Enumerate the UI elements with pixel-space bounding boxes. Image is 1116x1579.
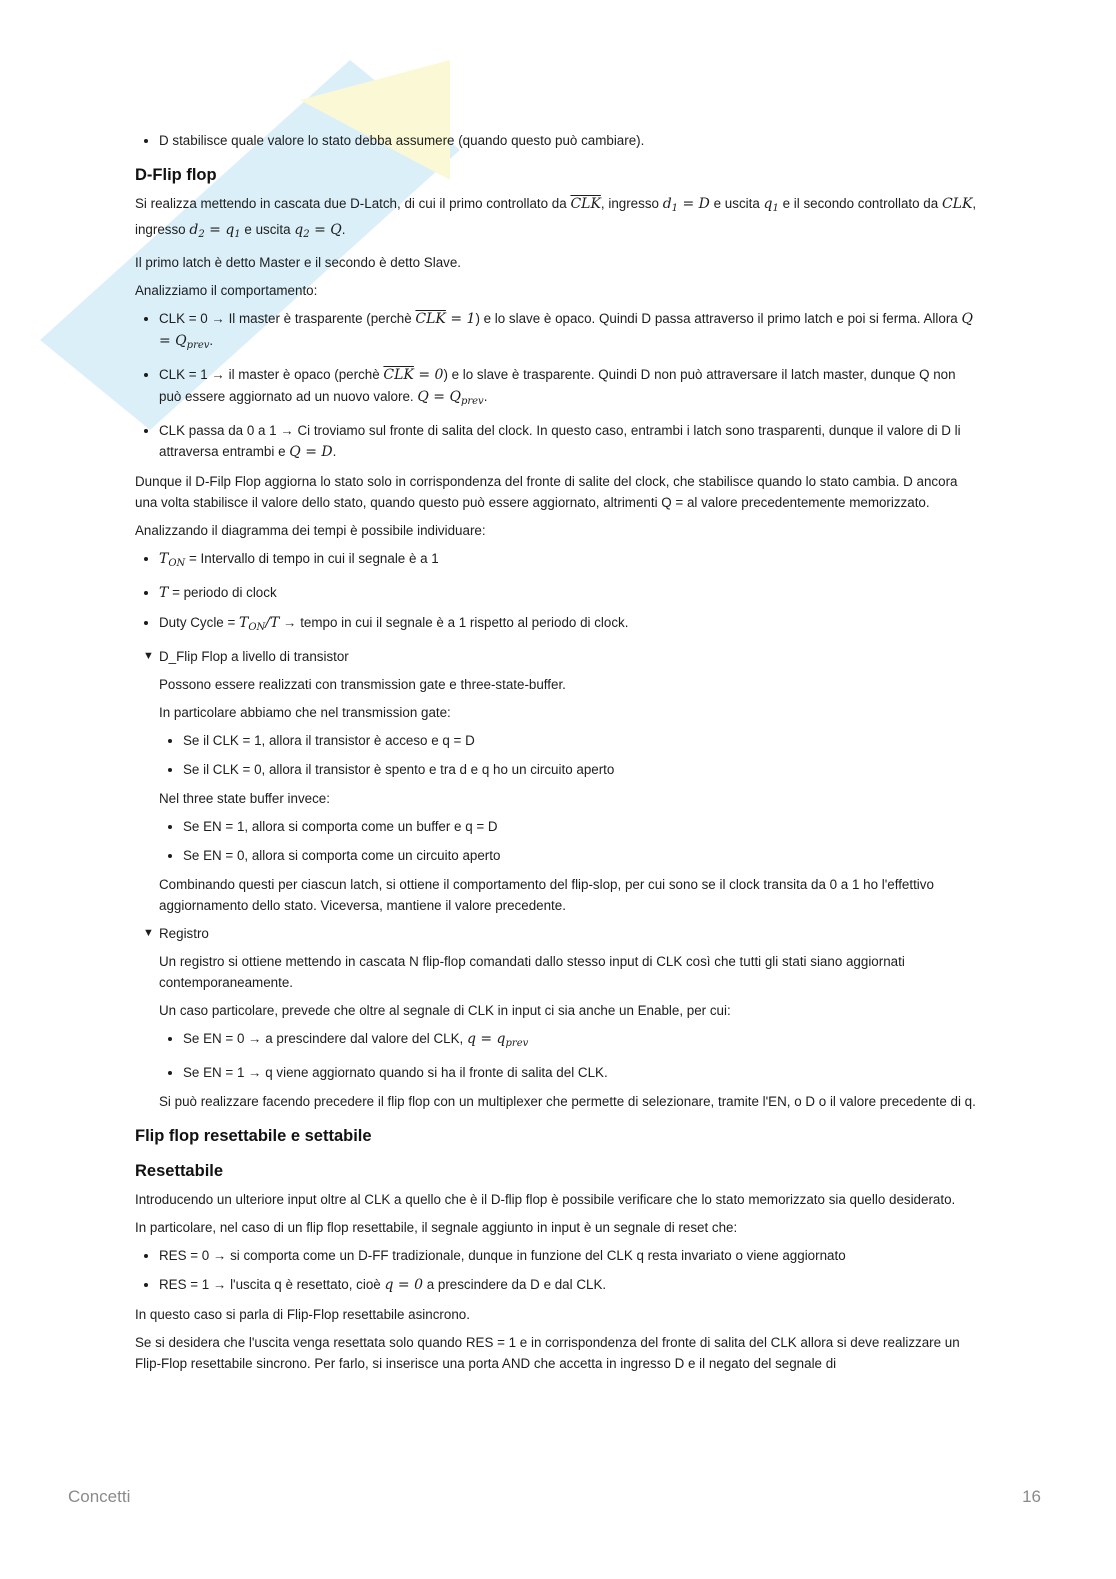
section-heading-ffrs: Flip flop resettabile e settabile (135, 1127, 372, 1145)
transmission-gate-list (159, 730, 980, 780)
math-clkbar-eq (383, 367, 443, 383)
math-t: T (159, 585, 169, 601)
buffer-list (159, 816, 980, 866)
math-text: T (239, 615, 249, 631)
text: . (209, 333, 214, 348)
text: e il secondo controllato da (782, 196, 939, 211)
toggle-block-transistor (135, 646, 980, 667)
dff-paragraph-3: Analizziamo il comportamento: (135, 283, 318, 298)
math-text: = 1 (445, 311, 476, 327)
math-text: Q = Q (417, 389, 461, 405)
text: . (483, 389, 488, 404)
paragraph: In particolare, nel caso di un flip flop resettabile, il segnale aggiunto in input è un segnale di reset che: (135, 1220, 738, 1235)
text: ) e lo slave è trasparente. Quindi D non può attraversare il latch master, dunque Q non può essere aggiornato ad un nuovo valore. (159, 367, 956, 404)
text: CLK = 1 → il master è opaco (perchè (159, 367, 380, 382)
dff-paragraph-2: Il primo latch è detto Master e il secondo è detto Slave. (135, 255, 462, 270)
paragraph: In particolare abbiamo che nel transmission gate: (159, 705, 451, 720)
text: , ingresso (600, 196, 659, 211)
text: e uscita (713, 196, 760, 211)
list-item (159, 308, 980, 356)
math-sub: ON (168, 558, 186, 569)
text: . (332, 444, 337, 459)
math-clkbar-eq (415, 311, 475, 327)
text: Si realizza mettendo in cascata due D-Latch, di cui il primo controllato da (135, 196, 567, 211)
paragraph: Un caso particolare, prevede che oltre al segnale di CLK in input ci sia anche un Enable, per cui: (159, 1003, 731, 1018)
math-d1 (663, 196, 710, 212)
math-text: q (294, 222, 304, 238)
toggle-body-registro (135, 951, 980, 1112)
text: Duty Cycle = (159, 615, 239, 630)
math-text: $\overline{CLK}$ (570, 196, 601, 212)
list-item (159, 582, 980, 604)
math-sub: ON (248, 622, 266, 633)
paragraph: Combinando questi per ciascun latch, si ottiene il comportamento del flip-slop, per cui sono se il clock transita da 0 a 1 ho l'effettivo aggiornamento dello stato. Viceversa, mantiene il valore precedente. (159, 877, 934, 913)
text: CLK = 0 → Il master è trasparente (perchè (159, 311, 412, 326)
text: = Intervallo di tempo in cui il segnale è a 1 (185, 551, 439, 566)
bullet-text: D stabilisce quale valore lo stato debba assumere (quando questo può cambiare). (159, 133, 645, 148)
list-item (159, 612, 980, 638)
math-q-prev (467, 1031, 528, 1047)
text: . (341, 222, 346, 237)
math-text: d (189, 222, 199, 238)
list-item (159, 130, 980, 151)
math-sub: 2 (303, 229, 310, 240)
math-clk: CLK (941, 196, 973, 212)
math-text: = Q (309, 222, 342, 238)
toggle-body-transistor (135, 674, 980, 916)
math-text: d (662, 196, 672, 212)
math-sub: 1 (772, 203, 779, 214)
paragraph: Si può realizzare facendo precedere il flip flop con un multiplexer che permette di selezionare, tramite l'EN, o D o il valore precedente di q. (159, 1094, 976, 1109)
page-content (135, 130, 980, 1381)
text: ) e lo slave è opaco. Quindi D passa attraverso il primo latch e poi si ferma. Allora (475, 311, 958, 326)
list-item: • Se EN = 1, allora si comporta come un buffer e q = D (183, 816, 980, 837)
math-sub: prev (460, 396, 484, 407)
math-sub: prev (505, 1038, 529, 1049)
math-text: T (159, 551, 169, 567)
list-item: • Se EN = 1 → q viene aggiornato quando si ha il fronte di salita del CLK. (183, 1062, 980, 1083)
dff-paragraph-1 (135, 193, 980, 245)
math-sub: 2 (198, 229, 205, 240)
dff-paragraph-4: Dunque il D-Filp Flop aggiorna lo stato solo in corrispondenza del fronte di salite del clock, che stabilisce quando lo stato cambia. D ancora una volta stabilisce il valore dello stato, quando questo può essere aggiornato, altrimenti Q = al valore precedentemente memorizzato. (135, 474, 958, 510)
math-text: $\overline{CLK}$ (383, 367, 414, 383)
subsection-heading-resettabile: Resettabile (135, 1162, 224, 1180)
math-text: = q (204, 222, 235, 238)
text: RES = 1 → l'uscita q è resettato, cioè (159, 1277, 385, 1292)
paragraph: Introducendo un ulteriore input oltre al CLK a quello che è il D-flip flop è possibile verificare che lo stato memorizzato sia quello desiderato. (135, 1192, 956, 1207)
text: → tempo in cui il segnale è a 1 rispetto al periodo di clock. (279, 615, 629, 630)
text: Se EN = 0 → a prescindere dal valore del CLK, (183, 1031, 467, 1046)
reset-list (135, 1245, 980, 1296)
paragraph: In questo caso si parla di Flip-Flop resettabile asincrono. (135, 1307, 470, 1322)
math-ton (159, 551, 185, 567)
section-heading-dff: D-Flip flop (135, 166, 217, 184)
math-text: /T (265, 615, 280, 631)
list-item: • Se il CLK = 0, allora il transistor è spento e tra d e q ho un circuito aperto (183, 759, 980, 780)
dff-paragraph-5: Analizzando il diagramma dei tempi è possibile individuare: (135, 523, 486, 538)
footer-page-number: 16 (1022, 1487, 1041, 1506)
math-q2 (294, 222, 341, 238)
list-item: • Se EN = 0, allora si comporta come un circuito aperto (183, 845, 980, 866)
math-text: q (763, 196, 773, 212)
list-item (183, 1028, 980, 1054)
math-d2 (189, 222, 240, 238)
math-text: Q = Q (159, 311, 973, 349)
text: , ingresso (135, 196, 977, 237)
math-q-zero: q = 0 (384, 1277, 423, 1293)
list-item (159, 548, 980, 574)
math-q-eq-d: Q = D (289, 444, 333, 460)
text: CLK passa da 0 a 1 → Ci troviamo sul fronte di salita del clock. In questo caso, entrambi i latch sono trasparenti, dunque il valore di D li attraversa entrambi e (159, 423, 961, 459)
paragraph: Possono essere realizzati con transmission gate e three-state-buffer. (159, 677, 566, 692)
text: e uscita (244, 222, 291, 237)
triangle-down-icon[interactable]: ▼ (143, 927, 154, 939)
footer-section-name: Concetti (68, 1487, 131, 1506)
intro-list (135, 130, 980, 151)
enable-list (159, 1028, 980, 1083)
text: a prescindere da D e dal CLK. (422, 1277, 607, 1292)
paragraph: Nel three state buffer invece: (159, 791, 330, 806)
toggle-title[interactable]: Registro (159, 926, 209, 941)
math-text: = 0 (413, 367, 444, 383)
toggle-block-registro (135, 923, 980, 944)
list-item: • Se il CLK = 1, allora il transistor è acceso e q = D (183, 730, 980, 751)
math-sub: 1 (234, 229, 241, 240)
math-sub: 1 (671, 203, 679, 214)
list-item (159, 420, 980, 463)
math-sub: prev (186, 340, 210, 351)
math-text: = D (678, 196, 710, 212)
triangle-down-icon[interactable]: ▼ (143, 650, 154, 662)
paragraph: Un registro si ottiene mettendo in cascata N flip-flop comandati dallo stesso input di CLK così che tutti gli stati siano aggiornati contemporaneamente. (159, 954, 905, 990)
math-text: q = q (466, 1031, 506, 1047)
toggle-title[interactable]: D_Flip Flop a livello di transistor (159, 649, 349, 664)
math-q-prev (417, 389, 483, 405)
list-item (159, 364, 980, 412)
dff-behavior-list (135, 308, 980, 463)
list-item (159, 1274, 980, 1296)
math-duty (239, 615, 279, 631)
timing-list (135, 548, 980, 638)
math-clk-bar (570, 196, 600, 212)
math-text: $\overline{CLK}$ (415, 311, 446, 327)
paragraph: Se si desidera che l'uscita venga resettata solo quando RES = 1 e in corrispondenza del fronte di salita del CLK allora si deve realizzare un Flip-Flop resettabile sincrono. Per farlo, si inserisce una porta AND che accetta in ingresso D e il negato del segnale di (135, 1335, 960, 1371)
math-q1 (764, 196, 779, 212)
text: = periodo di clock (168, 585, 277, 600)
list-item: • RES = 0 → si comporta come un D-FF tradizionale, dunque in funzione del CLK q resta invariato o viene aggiornato (159, 1245, 980, 1266)
